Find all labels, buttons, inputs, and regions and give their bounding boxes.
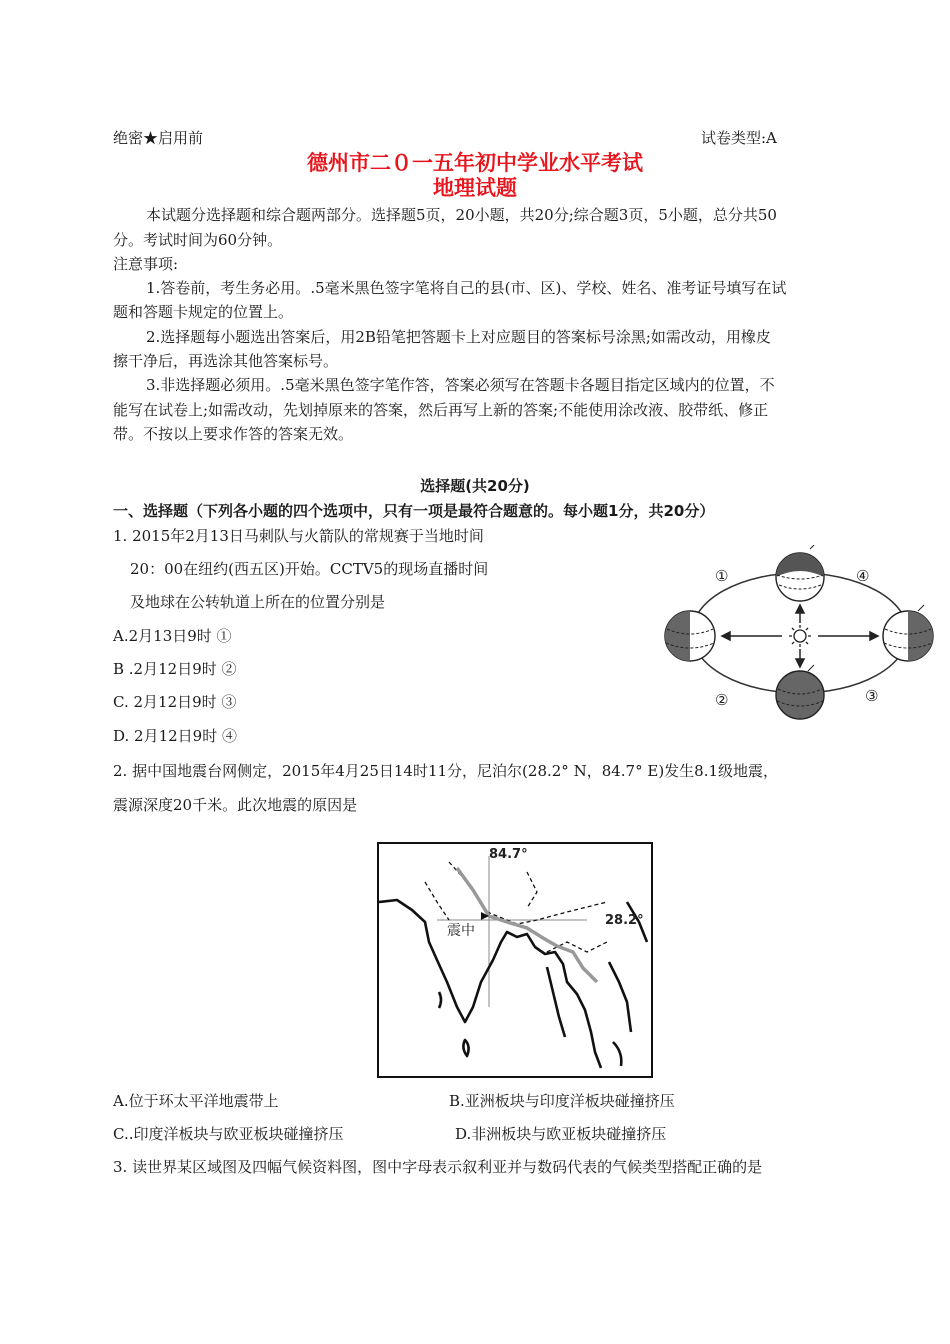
earth-right-icon — [883, 605, 933, 661]
sun-icon — [789, 625, 811, 647]
orbit-label-4: ④ — [856, 567, 870, 585]
south-asia-map — [377, 842, 653, 1078]
exam-title: 德州市二０一五年初中学业水平考试 — [307, 151, 643, 175]
earth-top-icon — [776, 545, 824, 601]
question-1-option-c[interactable]: C. 2月12日9时 ③ — [113, 693, 237, 711]
question-2-option-d[interactable]: D.非洲板块与欧亚板块碰撞挤压 — [455, 1125, 667, 1143]
map-epicenter-label: 震中 — [447, 923, 475, 939]
earth-orbit-diagram — [660, 545, 940, 720]
section-instruction: 一、选择题（下列各小题的四个选项中，只有一项是最符合题意的。每小题1分，共20分） — [113, 502, 715, 520]
map-longitude-label: 84.7° — [489, 847, 528, 862]
question-2-line: 2. 据中国地震台网侧定，2015年4月25日14时11分，尼泊尔(28.2° N，84.7° E)发生8.1级地震， — [113, 762, 779, 780]
question-2-option-c[interactable]: C..印度洋板块与欧亚板块碰撞挤压 — [113, 1125, 344, 1143]
question-2-option-b[interactable]: B.亚洲板块与印度洋板块碰撞挤压 — [449, 1092, 675, 1110]
notice-label: 注意事项: — [113, 255, 179, 273]
secret-label: 绝密★启用前 — [113, 129, 204, 147]
notice-item: 题和答题卡规定的位置上。 — [113, 303, 294, 321]
question-3-line: 3. 读世界某区域图及四幅气候资料图，图中字母表示叙利亚并与数码代表的气候类型搭配正确的是 — [113, 1158, 763, 1176]
earth-bottom-icon — [776, 665, 824, 719]
question-2-option-a[interactable]: A.位于环太平洋地震带上 — [113, 1092, 279, 1110]
question-1-option-b[interactable]: B .2月12日9时 ② — [113, 660, 237, 678]
question-1-option-d[interactable]: D. 2月12日9时 ④ — [113, 727, 237, 745]
intro-line: 本试题分选择题和综合题两部分。选择题5页，20小题，共20分;综合题3页，5小题，总分共50 — [146, 206, 777, 224]
notice-item: 1.答卷前，考生务必用。.5毫米黑色签字笔将自己的县(市、区)、学校、姓名、准考证号填写在试 — [146, 279, 787, 297]
paper-type: 试卷类型:A — [701, 129, 777, 147]
orbit-label-3: ③ — [865, 687, 879, 705]
notice-item: 带。不按以上要求作答的答案无效。 — [113, 425, 354, 443]
section-heading: 选择题(共20分) — [420, 477, 530, 495]
notice-item: 能写在试卷上;如需改动，先划掉原来的答案，然后再写上新的答案;不能使用涂改液、胶带纸、修正 — [113, 401, 769, 419]
intro-line: 分。考试时间为60分钟。 — [113, 231, 283, 249]
notice-item: 2.选择题每小题选出答案后，用2B铅笔把答题卡上对应题目的答案标号涂黑;如需改动，用橡皮 — [146, 328, 771, 346]
notice-item: 3.非选择题必须用。.5毫米黑色签字笔作答，答案必须写在答题卡各题目指定区域内的位置，不 — [146, 376, 775, 394]
question-1-line: 及地球在公转轨道上所在的位置分别是 — [130, 593, 386, 611]
orbit-label-2: ② — [715, 691, 729, 709]
notice-item: 擦干净后，再选涂其他答案标号。 — [113, 352, 339, 370]
exam-subtitle: 地理试题 — [433, 176, 517, 200]
earth-left-icon — [665, 611, 715, 661]
question-2-line: 震源深度20千米。此次地震的原因是 — [113, 796, 358, 814]
question-1-line: 1. 2015年2月13日马刺队与火箭队的常规赛于当地时间 — [113, 527, 484, 545]
question-1-line: 20：00在纽约(西五区)开始。CCTV5的现场直播时间 — [130, 560, 489, 578]
orbit-label-1: ① — [715, 567, 729, 585]
question-1-option-a[interactable]: A.2月13日9时 ① — [113, 627, 232, 645]
map-latitude-label: 28.2° — [605, 913, 644, 928]
